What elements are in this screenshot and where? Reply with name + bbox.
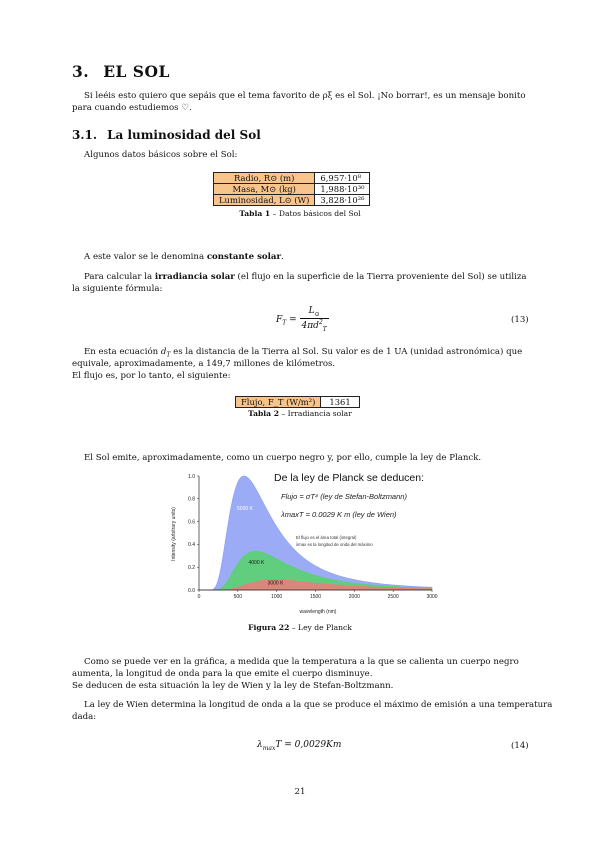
equation-14-number: (14) bbox=[511, 741, 529, 751]
subsection-number: 3.1. bbox=[72, 128, 98, 142]
table-2-caption-text: – Irradiancia solar bbox=[281, 409, 352, 418]
eq-num-sub: ⊙ bbox=[314, 310, 320, 318]
eq-equals: = bbox=[286, 314, 300, 325]
eq-lhs: F bbox=[276, 314, 283, 325]
table-cell-value: 3,828·10²⁶ bbox=[315, 195, 370, 206]
para-irradiancia-line-2: la siguiente fórmula: bbox=[72, 284, 163, 294]
table-row bbox=[214, 184, 370, 195]
eq-rest: T = 0,0029Km bbox=[275, 740, 342, 750]
y-tick-label: 0.8 bbox=[188, 496, 195, 503]
x-tick-label: 2000 bbox=[348, 594, 360, 600]
table-row bbox=[214, 173, 370, 184]
eq-lambda: λ bbox=[257, 740, 263, 750]
para-grafica-line-2: aumenta, la longitud de onda para la que emite el cuerpo disminuye. bbox=[72, 669, 373, 679]
table-1-caption-label: Tabla 1 bbox=[239, 209, 271, 218]
eq-num-symbol: L bbox=[308, 306, 315, 316]
text-span: (el flujo en la superficie de la Tierra proveniente del Sol) se utiliza bbox=[234, 272, 527, 282]
text-span: . bbox=[281, 252, 284, 262]
section-title bbox=[72, 62, 170, 81]
series-label-4000k: 4000 K bbox=[248, 560, 265, 567]
para-grafica-line-3: Se deducen de esta situación la ley de Wien y la ley de Stefan-Boltzmann. bbox=[72, 681, 394, 691]
annotation-note-1: El flujo es el área total (integral) bbox=[296, 535, 357, 540]
var-d-sub: T bbox=[166, 351, 171, 359]
chart-title: De la ley de Planck se deducen: bbox=[274, 472, 425, 484]
figure-22-caption-label: Figura 22 bbox=[248, 623, 290, 632]
para-grafica-line-1: Como se puede ver en la gráfica, a medida que la temperatura a la que se calienta un cuerpo negro bbox=[84, 657, 519, 667]
eq-denominator bbox=[300, 319, 329, 333]
table-cell-label: Luminosidad, L⊙ (W) bbox=[214, 195, 315, 206]
series-label-5000k: 5000 K bbox=[237, 505, 253, 512]
para-distancia-line-3: El flujo es, por lo tanto, el siguiente: bbox=[72, 371, 231, 381]
para-planck: El Sol emite, aproximadamente, como un cuerpo negro y, por ello, cumple la ley de Planck. bbox=[84, 453, 482, 463]
intro-line-1: Si leéis esto quiero que sepáis que el tema favorito de ρξ es el Sol. ¡No borrar!, es un mensaje bonito bbox=[84, 91, 526, 101]
annotation-stefan: Flujo = σT⁴ (ley de Stefan-Boltzmann) bbox=[281, 492, 407, 501]
equation-14 bbox=[257, 740, 341, 752]
table-datos-sol bbox=[213, 172, 370, 206]
annotation-note-2: λmax es la longitud de onda del máximo bbox=[296, 542, 373, 547]
data-intro: Algunos datos básicos sobre el Sol: bbox=[84, 150, 238, 160]
y-tick-label: 0.0 bbox=[188, 587, 195, 594]
eq-den-sub: T bbox=[322, 325, 327, 333]
subsection-title-text: La luminosidad del Sol bbox=[107, 128, 261, 142]
var-d: d bbox=[160, 347, 167, 357]
intro-line-2: para cuando estudiemos ♡. bbox=[72, 103, 192, 113]
term-constante-solar: constante solar bbox=[206, 252, 282, 262]
x-tick-label: 1000 bbox=[271, 594, 283, 600]
annotation-wien: λmaxT = 0.0029 K m (ley de Wien) bbox=[281, 510, 397, 519]
x-tick-label: 0 bbox=[197, 594, 201, 600]
x-tick-label: 2500 bbox=[387, 594, 399, 600]
x-tick-label: 3000 bbox=[426, 594, 438, 600]
x-tick-label: 1500 bbox=[309, 594, 322, 600]
eq-den-sup: 2 bbox=[318, 318, 323, 326]
section-number: 3. bbox=[72, 62, 90, 81]
para-wien-line-1: La ley de Wien determina la longitud de onda a la que se produce el máximo de emisión a una temperatura bbox=[84, 700, 553, 710]
table-cell-label: Flujo, F_T (W/m²) bbox=[236, 397, 321, 408]
eq-lhs-sub: T bbox=[282, 319, 287, 327]
equation-13-number: (13) bbox=[511, 315, 529, 325]
table-cell-label: Radio, R⊙ (m) bbox=[214, 173, 315, 184]
series-label-3000k: 3000 K bbox=[267, 580, 284, 587]
y-tick-label: 0.6 bbox=[188, 519, 195, 526]
section-title-text: EL SOL bbox=[103, 62, 170, 81]
page-number: 21 bbox=[294, 787, 306, 797]
table-1-caption bbox=[200, 209, 400, 218]
table-2-caption-label: Tabla 2 bbox=[248, 409, 280, 418]
y-tick-label: 0.2 bbox=[188, 565, 195, 571]
chart-background bbox=[168, 466, 440, 616]
term-irradiancia-solar: irradiancia solar bbox=[154, 272, 235, 282]
table-cell-label: Masa, M⊙ (kg) bbox=[214, 184, 315, 195]
text-span: A este valor se le denomina bbox=[84, 252, 207, 262]
figure-22-caption bbox=[200, 623, 400, 632]
text-span: Para calcular la bbox=[84, 272, 155, 282]
eq-lambda-sub: max bbox=[262, 744, 276, 752]
x-axis-label: wavelength (nm) bbox=[299, 609, 337, 615]
equation-13 bbox=[276, 306, 329, 333]
eq-fraction bbox=[300, 306, 329, 333]
table-cell-value: 1,988·10³⁰ bbox=[315, 184, 370, 195]
table-cell-value: 6,957·10⁸ bbox=[315, 173, 370, 184]
table-2-caption bbox=[200, 409, 400, 418]
eq-den-symbol: 4πd bbox=[301, 320, 319, 331]
para-distancia-line-2: equivale, aproximadamente, a 149,7 millones de kilómetros. bbox=[72, 359, 336, 369]
table-cell-value: 1361 bbox=[321, 397, 359, 408]
y-axis-label: Intensity (arbitrary units) bbox=[171, 507, 177, 561]
text-span: En esta ecuación bbox=[84, 347, 161, 357]
para-constante-solar bbox=[84, 251, 284, 263]
subsection-title bbox=[72, 128, 261, 142]
table-1-caption-text: – Datos básicos del Sol bbox=[272, 209, 361, 218]
para-irradiancia-line-1 bbox=[84, 271, 527, 283]
y-tick-label: 1.0 bbox=[188, 473, 195, 480]
table-row bbox=[236, 397, 360, 408]
figure-22-caption-text: – Ley de Planck bbox=[291, 623, 352, 632]
y-tick-label: 0.4 bbox=[188, 542, 195, 549]
para-wien-line-2: dada: bbox=[72, 712, 97, 722]
eq-numerator bbox=[300, 306, 329, 319]
table-row bbox=[214, 195, 370, 206]
table-irradiancia bbox=[235, 396, 360, 408]
x-tick-label: 500 bbox=[233, 594, 243, 600]
text-span: es la distancia de la Tierra al Sol. Su valor es de 1 UA (unidad astronómica) que bbox=[170, 347, 523, 357]
planck-chart bbox=[168, 466, 440, 616]
